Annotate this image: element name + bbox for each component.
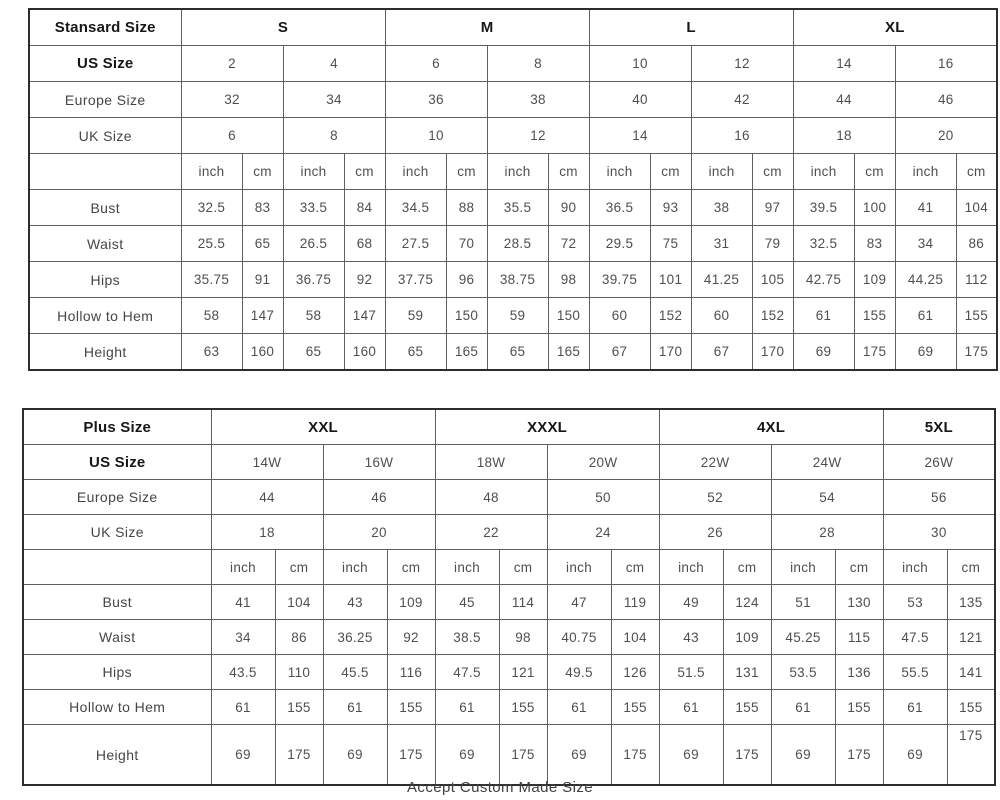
europe-size-value: 54 <box>771 480 883 515</box>
us-size-value: 20W <box>547 445 659 480</box>
us-size-row-label: US Size <box>23 445 211 480</box>
size-group-header: M <box>385 9 589 46</box>
measure-value: 49.5 <box>547 655 611 690</box>
measure-value: 104 <box>275 585 323 620</box>
europe-size-value: 50 <box>547 480 659 515</box>
cm-unit-header: cm <box>446 154 487 190</box>
inch-unit-header: inch <box>323 550 387 585</box>
measure-value: 61 <box>771 690 835 725</box>
measure-value: 86 <box>956 226 997 262</box>
measure-value: 92 <box>344 262 385 298</box>
measure-value: 45 <box>435 585 499 620</box>
measure-value: 101 <box>650 262 691 298</box>
measure-value: 41.25 <box>691 262 752 298</box>
measure-value: 135 <box>947 585 995 620</box>
measure-value: 28.5 <box>487 226 548 262</box>
measure-value: 61 <box>323 690 387 725</box>
inch-unit-header: inch <box>895 154 956 190</box>
measure-value: 175 <box>723 725 771 786</box>
measure-value: 43 <box>659 620 723 655</box>
measure-value: 27.5 <box>385 226 446 262</box>
measure-value: 155 <box>956 298 997 334</box>
inch-unit-header: inch <box>659 550 723 585</box>
measure-value: 38.5 <box>435 620 499 655</box>
measure-value: 175 <box>387 725 435 786</box>
cm-unit-header: cm <box>854 154 895 190</box>
europe-size-value: 34 <box>283 82 385 118</box>
measure-value: 36.25 <box>323 620 387 655</box>
uk-size-value: 14 <box>589 118 691 154</box>
measure-row-label: Hollow to Hem <box>23 690 211 725</box>
measure-value: 51 <box>771 585 835 620</box>
measure-row-label: Hollow to Hem <box>29 298 181 334</box>
cm-unit-header: cm <box>723 550 771 585</box>
europe-size-value: 46 <box>895 82 997 118</box>
measure-value: 170 <box>752 334 793 371</box>
measure-value: 69 <box>895 334 956 371</box>
measure-row-label: Hips <box>29 262 181 298</box>
measure-value: 175 <box>611 725 659 786</box>
measure-value: 147 <box>344 298 385 334</box>
inch-unit-header: inch <box>487 154 548 190</box>
measure-row-label: Waist <box>29 226 181 262</box>
measure-value: 155 <box>499 690 547 725</box>
size-group-header: XL <box>793 9 997 46</box>
cm-unit-header: cm <box>275 550 323 585</box>
us-size-value: 12 <box>691 46 793 82</box>
measure-value: 147 <box>242 298 283 334</box>
measure-value: 160 <box>242 334 283 371</box>
inch-unit-header: inch <box>883 550 947 585</box>
measure-value: 165 <box>548 334 589 371</box>
measure-value: 79 <box>752 226 793 262</box>
us-size-value: 8 <box>487 46 589 82</box>
measure-value: 175 <box>854 334 895 371</box>
measure-value: 65 <box>385 334 446 371</box>
measure-value: 130 <box>835 585 883 620</box>
measure-value: 155 <box>835 690 883 725</box>
measure-value: 31 <box>691 226 752 262</box>
measure-value: 100 <box>854 190 895 226</box>
cm-unit-header: cm <box>242 154 283 190</box>
measure-value: 59 <box>487 298 548 334</box>
measure-value: 155 <box>947 690 995 725</box>
measure-value: 61 <box>435 690 499 725</box>
measure-value: 53 <box>883 585 947 620</box>
us-size-value: 14W <box>211 445 323 480</box>
measure-value: 61 <box>793 298 854 334</box>
measure-value: 69 <box>547 725 611 786</box>
europe-size-value: 42 <box>691 82 793 118</box>
measure-value: 155 <box>854 298 895 334</box>
measure-value: 69 <box>211 725 275 786</box>
measure-value: 69 <box>323 725 387 786</box>
measure-value: 109 <box>387 585 435 620</box>
measure-value: 92 <box>387 620 435 655</box>
measure-value: 36.75 <box>283 262 344 298</box>
cm-unit-header: cm <box>387 550 435 585</box>
cm-unit-header: cm <box>611 550 659 585</box>
measure-value: 26.5 <box>283 226 344 262</box>
measure-value: 131 <box>723 655 771 690</box>
measure-value: 175 <box>835 725 883 786</box>
measure-value: 58 <box>283 298 344 334</box>
size-group-header: 4XL <box>659 409 883 445</box>
measure-value: 126 <box>611 655 659 690</box>
measure-value: 121 <box>947 620 995 655</box>
uk-size-value: 24 <box>547 515 659 550</box>
measure-value: 47.5 <box>435 655 499 690</box>
measure-value: 43.5 <box>211 655 275 690</box>
measure-value: 98 <box>548 262 589 298</box>
measure-value: 38 <box>691 190 752 226</box>
measure-value: 165 <box>446 334 487 371</box>
measure-value: 110 <box>275 655 323 690</box>
inch-unit-header: inch <box>211 550 275 585</box>
inch-unit-header: inch <box>283 154 344 190</box>
uk-size-value: 6 <box>181 118 283 154</box>
measure-value: 65 <box>242 226 283 262</box>
measure-value: 112 <box>956 262 997 298</box>
measure-value: 65 <box>487 334 548 371</box>
cm-unit-header: cm <box>956 154 997 190</box>
measure-value: 88 <box>446 190 487 226</box>
measure-value: 35.75 <box>181 262 242 298</box>
uk-size-value: 18 <box>793 118 895 154</box>
measure-value: 51.5 <box>659 655 723 690</box>
measure-value: 150 <box>446 298 487 334</box>
measure-value: 175 <box>956 334 997 371</box>
measure-value: 35.5 <box>487 190 548 226</box>
measure-value: 58 <box>181 298 242 334</box>
measure-value: 59 <box>385 298 446 334</box>
measure-value: 175 <box>499 725 547 786</box>
measure-row-label: Waist <box>23 620 211 655</box>
measure-value: 124 <box>723 585 771 620</box>
europe-size-value: 52 <box>659 480 771 515</box>
measure-value: 93 <box>650 190 691 226</box>
standard-size-table <box>28 8 998 371</box>
europe-size-value: 36 <box>385 82 487 118</box>
measure-value: 49 <box>659 585 723 620</box>
measure-value: 155 <box>723 690 771 725</box>
inch-unit-header: inch <box>385 154 446 190</box>
measure-value: 90 <box>548 190 589 226</box>
measure-value: 65 <box>283 334 344 371</box>
measure-value: 32.5 <box>793 226 854 262</box>
measure-value: 37.75 <box>385 262 446 298</box>
europe-size-row-label: Europe Size <box>29 82 181 118</box>
measure-value: 61 <box>883 690 947 725</box>
measure-value: 116 <box>387 655 435 690</box>
measure-value: 69 <box>659 725 723 786</box>
measure-value: 155 <box>275 690 323 725</box>
measure-value: 86 <box>275 620 323 655</box>
measure-value: 61 <box>547 690 611 725</box>
measure-value: 96 <box>446 262 487 298</box>
measure-value: 34 <box>895 226 956 262</box>
cm-unit-header: cm <box>548 154 589 190</box>
measure-value: 53.5 <box>771 655 835 690</box>
inch-unit-header: inch <box>691 154 752 190</box>
size-group-header: S <box>181 9 385 46</box>
measure-value: 105 <box>752 262 793 298</box>
inch-unit-header: inch <box>181 154 242 190</box>
measure-value: 34 <box>211 620 275 655</box>
measure-value: 119 <box>611 585 659 620</box>
measure-value: 60 <box>589 298 650 334</box>
measure-value: 91 <box>242 262 283 298</box>
measure-value: 68 <box>344 226 385 262</box>
measure-value: 25.5 <box>181 226 242 262</box>
measure-value: 45.5 <box>323 655 387 690</box>
measure-value: 69 <box>771 725 835 786</box>
us-size-value: 16 <box>895 46 997 82</box>
measure-value: 83 <box>242 190 283 226</box>
cm-unit-header: cm <box>344 154 385 190</box>
measure-value: 75 <box>650 226 691 262</box>
measure-value: 72 <box>548 226 589 262</box>
measure-value: 136 <box>835 655 883 690</box>
measure-value: 104 <box>956 190 997 226</box>
plus-size-table <box>22 408 996 786</box>
uk-size-value: 8 <box>283 118 385 154</box>
us-size-value: 18W <box>435 445 547 480</box>
measure-value: 84 <box>344 190 385 226</box>
measure-value: 42.75 <box>793 262 854 298</box>
cm-unit-header: cm <box>947 550 995 585</box>
size-group-header: 5XL <box>883 409 995 445</box>
measure-value: 40.75 <box>547 620 611 655</box>
measure-value: 39.5 <box>793 190 854 226</box>
measure-value: 34.5 <box>385 190 446 226</box>
us-size-value: 24W <box>771 445 883 480</box>
measure-value: 61 <box>211 690 275 725</box>
us-size-row-label: US Size <box>29 46 181 82</box>
measure-value: 70 <box>446 226 487 262</box>
measure-value: 39.75 <box>589 262 650 298</box>
europe-size-value: 44 <box>793 82 895 118</box>
measure-value: 41 <box>895 190 956 226</box>
cm-unit-header: cm <box>499 550 547 585</box>
europe-size-value: 44 <box>211 480 323 515</box>
cm-unit-header: cm <box>650 154 691 190</box>
measure-value: 61 <box>659 690 723 725</box>
uk-size-value: 28 <box>771 515 883 550</box>
cm-unit-header: cm <box>752 154 793 190</box>
measure-value: 141 <box>947 655 995 690</box>
measure-value: 121 <box>499 655 547 690</box>
us-size-value: 2 <box>181 46 283 82</box>
europe-size-value: 46 <box>323 480 435 515</box>
uk-size-value: 20 <box>323 515 435 550</box>
inch-unit-header: inch <box>547 550 611 585</box>
table-title: Plus Size <box>23 409 211 445</box>
us-size-value: 26W <box>883 445 995 480</box>
us-size-value: 4 <box>283 46 385 82</box>
measure-value: 47 <box>547 585 611 620</box>
measure-value: 152 <box>650 298 691 334</box>
measure-row-label: Bust <box>29 190 181 226</box>
measure-value: 36.5 <box>589 190 650 226</box>
table-title: Stansard Size <box>29 9 181 46</box>
measure-value: 114 <box>499 585 547 620</box>
measure-value: 44.25 <box>895 262 956 298</box>
measure-value: 60 <box>691 298 752 334</box>
unit-row-label-empty <box>29 154 181 190</box>
measure-value: 41 <box>211 585 275 620</box>
measure-value: 109 <box>854 262 895 298</box>
europe-size-value: 48 <box>435 480 547 515</box>
uk-size-value: 18 <box>211 515 323 550</box>
measure-value: 155 <box>387 690 435 725</box>
measure-value: 69 <box>435 725 499 786</box>
size-group-header: L <box>589 9 793 46</box>
europe-size-value: 56 <box>883 480 995 515</box>
measure-value: 32.5 <box>181 190 242 226</box>
inch-unit-header: inch <box>435 550 499 585</box>
inch-unit-header: inch <box>771 550 835 585</box>
uk-size-value: 22 <box>435 515 547 550</box>
size-group-header: XXL <box>211 409 435 445</box>
europe-size-row-label: Europe Size <box>23 480 211 515</box>
measure-value: 155 <box>611 690 659 725</box>
measure-value: 104 <box>611 620 659 655</box>
us-size-value: 16W <box>323 445 435 480</box>
measure-value: 109 <box>723 620 771 655</box>
uk-size-value: 16 <box>691 118 793 154</box>
measure-value: 29.5 <box>589 226 650 262</box>
measure-value: 69 <box>883 725 947 786</box>
measure-value: 47.5 <box>883 620 947 655</box>
measure-value: 97 <box>752 190 793 226</box>
us-size-value: 6 <box>385 46 487 82</box>
measure-value: 152 <box>752 298 793 334</box>
europe-size-value: 40 <box>589 82 691 118</box>
measure-value: 83 <box>854 226 895 262</box>
measure-row-label: Bust <box>23 585 211 620</box>
measure-value: 175 <box>947 725 995 786</box>
measure-value: 170 <box>650 334 691 371</box>
measure-row-label: Height <box>29 334 181 371</box>
europe-size-value: 32 <box>181 82 283 118</box>
measure-value: 33.5 <box>283 190 344 226</box>
measure-value: 63 <box>181 334 242 371</box>
measure-value: 150 <box>548 298 589 334</box>
us-size-value: 10 <box>589 46 691 82</box>
uk-size-value: 12 <box>487 118 589 154</box>
uk-size-value: 10 <box>385 118 487 154</box>
measure-value: 160 <box>344 334 385 371</box>
uk-size-row-label: UK Size <box>23 515 211 550</box>
measure-value: 45.25 <box>771 620 835 655</box>
uk-size-row-label: UK Size <box>29 118 181 154</box>
inch-unit-header: inch <box>589 154 650 190</box>
us-size-value: 22W <box>659 445 771 480</box>
europe-size-value: 38 <box>487 82 589 118</box>
measure-value: 67 <box>691 334 752 371</box>
inch-unit-header: inch <box>793 154 854 190</box>
us-size-value: 14 <box>793 46 895 82</box>
measure-value: 98 <box>499 620 547 655</box>
measure-value: 61 <box>895 298 956 334</box>
measure-value: 55.5 <box>883 655 947 690</box>
measure-value: 67 <box>589 334 650 371</box>
cm-unit-header: cm <box>835 550 883 585</box>
custom-size-note: Accept Custom Made Size <box>407 779 593 796</box>
uk-size-value: 26 <box>659 515 771 550</box>
unit-row-label-empty <box>23 550 211 585</box>
measure-value: 115 <box>835 620 883 655</box>
measure-value: 43 <box>323 585 387 620</box>
size-group-header: XXXL <box>435 409 659 445</box>
measure-value: 175 <box>275 725 323 786</box>
measure-row-label: Height <box>23 725 211 786</box>
uk-size-value: 30 <box>883 515 995 550</box>
measure-value: 38.75 <box>487 262 548 298</box>
uk-size-value: 20 <box>895 118 997 154</box>
measure-value: 69 <box>793 334 854 371</box>
measure-row-label: Hips <box>23 655 211 690</box>
